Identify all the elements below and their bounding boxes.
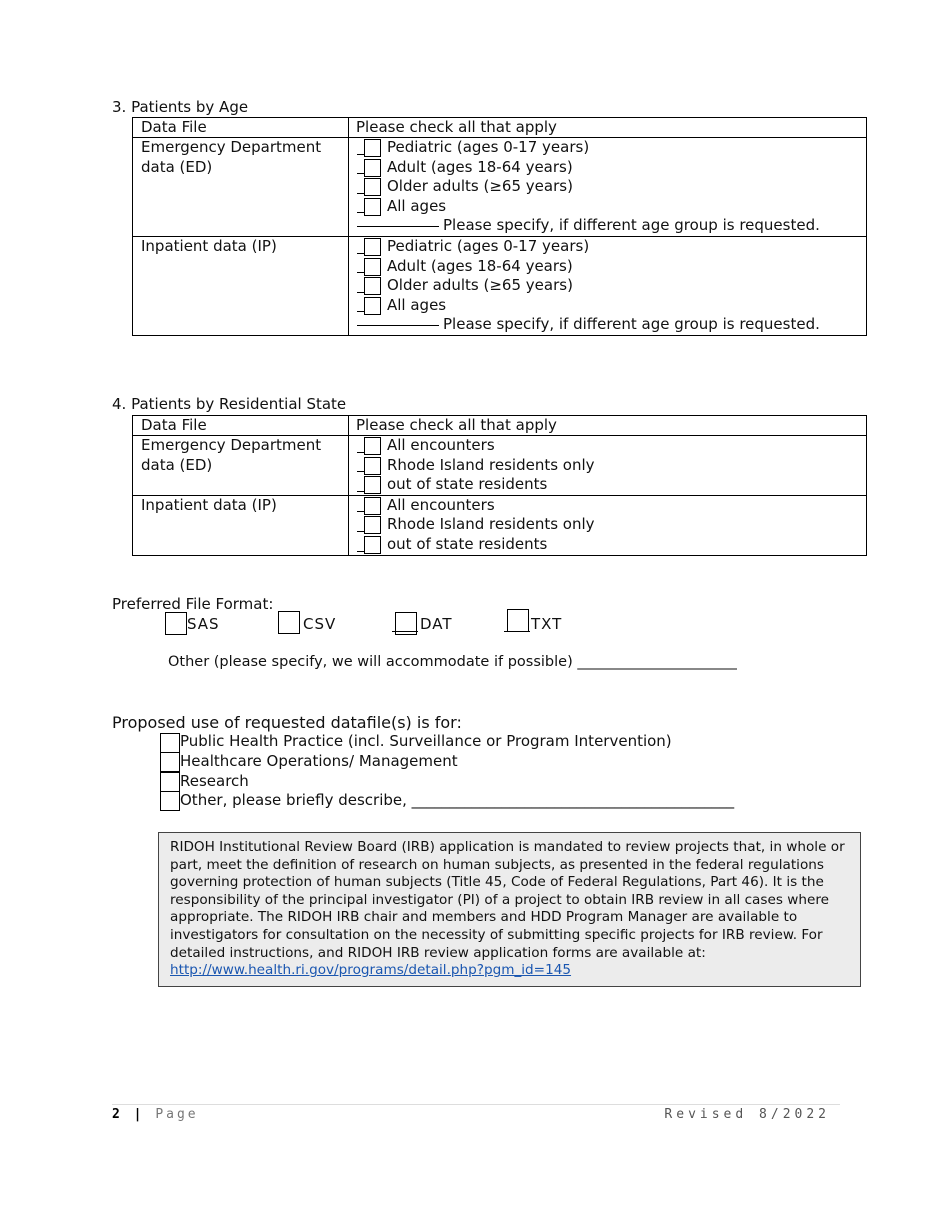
age-ip-option-older-adults[interactable]: Older adults (≥65 years) xyxy=(357,276,874,296)
checkbox[interactable] xyxy=(364,437,381,455)
checkbox[interactable] xyxy=(364,159,381,177)
state-table-header xyxy=(133,416,867,436)
footer-divider xyxy=(112,1104,840,1105)
checkbox[interactable] xyxy=(364,536,381,554)
header-data-file: Data File xyxy=(133,118,349,138)
age-table-header xyxy=(133,118,867,138)
age-table xyxy=(132,117,867,336)
use-research-checkbox[interactable] xyxy=(160,772,180,792)
state-row-ip xyxy=(133,495,867,555)
irb-notice-text: RIDOH Institutional Review Board (IRB) application is mandated to review projects that, in whole or part, meet the definition of research on human subjects, as presented in the federal regulations governing protection of human subjects (Title 45, Code of Federal Regulations, Part 46). It is the responsibility of the principal investigator (PI) of a project to obtain IRB review in all cases where appropriate. The RIDOH IRB chair and members and HDD Program Manager are available to investigators for consultation on the necessity of submitting specific projects for IRB review. For detailed instructions, and RIDOH IRB review application forms are available at: xyxy=(170,839,845,961)
age-ip-option-adult[interactable]: Adult (ages 18-64 years) xyxy=(357,257,874,277)
proposed-use-label: Proposed use of requested datafile(s) is for: xyxy=(112,713,462,732)
state-ed-file-line1: Emergency Department xyxy=(141,436,322,454)
header-check-all: Please check all that apply xyxy=(349,416,867,436)
checkbox[interactable] xyxy=(364,516,381,534)
state-ed-option-out-of-state[interactable]: out of state residents xyxy=(357,475,874,495)
irb-link[interactable]: http://www.health.ri.gov/programs/detail.php?pgm_id=145 xyxy=(170,962,572,979)
checkbox[interactable] xyxy=(364,457,381,475)
checkbox[interactable] xyxy=(364,139,381,157)
header-data-file: Data File xyxy=(133,416,349,436)
state-ed-file-line2: data (ED) xyxy=(141,455,213,474)
format-txt-checkbox[interactable] xyxy=(507,609,529,632)
checkbox[interactable] xyxy=(364,178,381,196)
age-ed-specify[interactable]: Please specify, if different age group is requested. xyxy=(357,216,874,236)
format-csv-checkbox[interactable] xyxy=(278,611,300,634)
age-row-ip xyxy=(133,236,867,335)
state-ip-option-all[interactable]: All encounters xyxy=(357,496,874,516)
state-ed-option-all[interactable]: All encounters xyxy=(357,436,874,456)
age-ip-file-line1: Inpatient data (IP) xyxy=(141,236,277,255)
format-dat-label: DAT xyxy=(420,615,453,633)
age-row-ed xyxy=(133,138,867,237)
checkbox[interactable] xyxy=(364,497,381,515)
checkbox[interactable] xyxy=(364,476,381,494)
use-public-health-checkbox[interactable] xyxy=(160,733,180,753)
use-other-label[interactable]: Other, please briefly describe, ___________________________________________ xyxy=(180,791,735,809)
checkbox[interactable] xyxy=(364,238,381,256)
page-separator: | xyxy=(133,1107,145,1122)
age-ed-option-all-ages[interactable]: All ages xyxy=(357,197,874,217)
page-word: Page xyxy=(155,1107,199,1122)
irb-notice-box xyxy=(158,832,861,987)
format-csv-label: CSV xyxy=(303,615,337,633)
page-number: 2 xyxy=(112,1107,123,1122)
use-healthcare-ops-label: Healthcare Operations/ Management xyxy=(180,752,458,770)
footer-revised: Revised 8/2022 xyxy=(664,1107,830,1122)
state-ed-option-ri[interactable]: Rhode Island residents only xyxy=(357,456,874,476)
use-healthcare-ops-checkbox[interactable] xyxy=(160,752,180,772)
age-section-title: 3. Patients by Age xyxy=(112,98,249,116)
age-ip-option-all-ages[interactable]: All ages xyxy=(357,296,874,316)
specify-blank[interactable] xyxy=(357,325,439,326)
use-research-label: Research xyxy=(180,772,249,790)
state-ip-option-out-of-state[interactable]: out of state residents xyxy=(357,535,874,555)
checkbox[interactable] xyxy=(364,258,381,276)
file-format-label: Preferred File Format: xyxy=(112,595,274,613)
format-dat-checkbox[interactable] xyxy=(395,612,417,635)
state-ip-file-line1: Inpatient data (IP) xyxy=(141,495,277,514)
state-table xyxy=(132,415,867,556)
age-ed-file-line2: data (ED) xyxy=(141,157,213,176)
state-section-title: 4. Patients by Residential State xyxy=(112,395,347,413)
format-txt-label: TXT xyxy=(531,615,563,633)
use-public-health-label: Public Health Practice (incl. Surveillance or Program Intervention) xyxy=(180,732,672,750)
checkbox[interactable] xyxy=(364,198,381,216)
footer-page-indicator xyxy=(112,1107,199,1122)
age-ed-option-older-adults[interactable]: Older adults (≥65 years) xyxy=(357,177,874,197)
header-check-all: Please check all that apply xyxy=(349,118,867,138)
specify-blank[interactable] xyxy=(357,226,439,227)
state-ip-option-ri[interactable]: Rhode Island residents only xyxy=(357,515,874,535)
age-ed-option-adult[interactable]: Adult (ages 18-64 years) xyxy=(357,158,874,178)
age-ed-option-pediatric[interactable]: Pediatric (ages 0-17 years) xyxy=(357,138,874,158)
checkbox[interactable] xyxy=(364,297,381,315)
age-ed-file-line1: Emergency Department xyxy=(141,138,322,156)
use-other-checkbox[interactable] xyxy=(160,791,180,811)
format-sas-checkbox[interactable] xyxy=(165,612,187,635)
age-ip-option-pediatric[interactable]: Pediatric (ages 0-17 years) xyxy=(357,237,874,257)
format-sas-label: SAS xyxy=(187,615,220,633)
format-other-field[interactable]: Other (please specify, we will accommodate if possible) ______________________ xyxy=(168,654,737,670)
state-row-ed xyxy=(133,436,867,496)
checkbox[interactable] xyxy=(364,277,381,295)
age-ip-specify[interactable]: Please specify, if different age group is requested. xyxy=(357,315,874,335)
